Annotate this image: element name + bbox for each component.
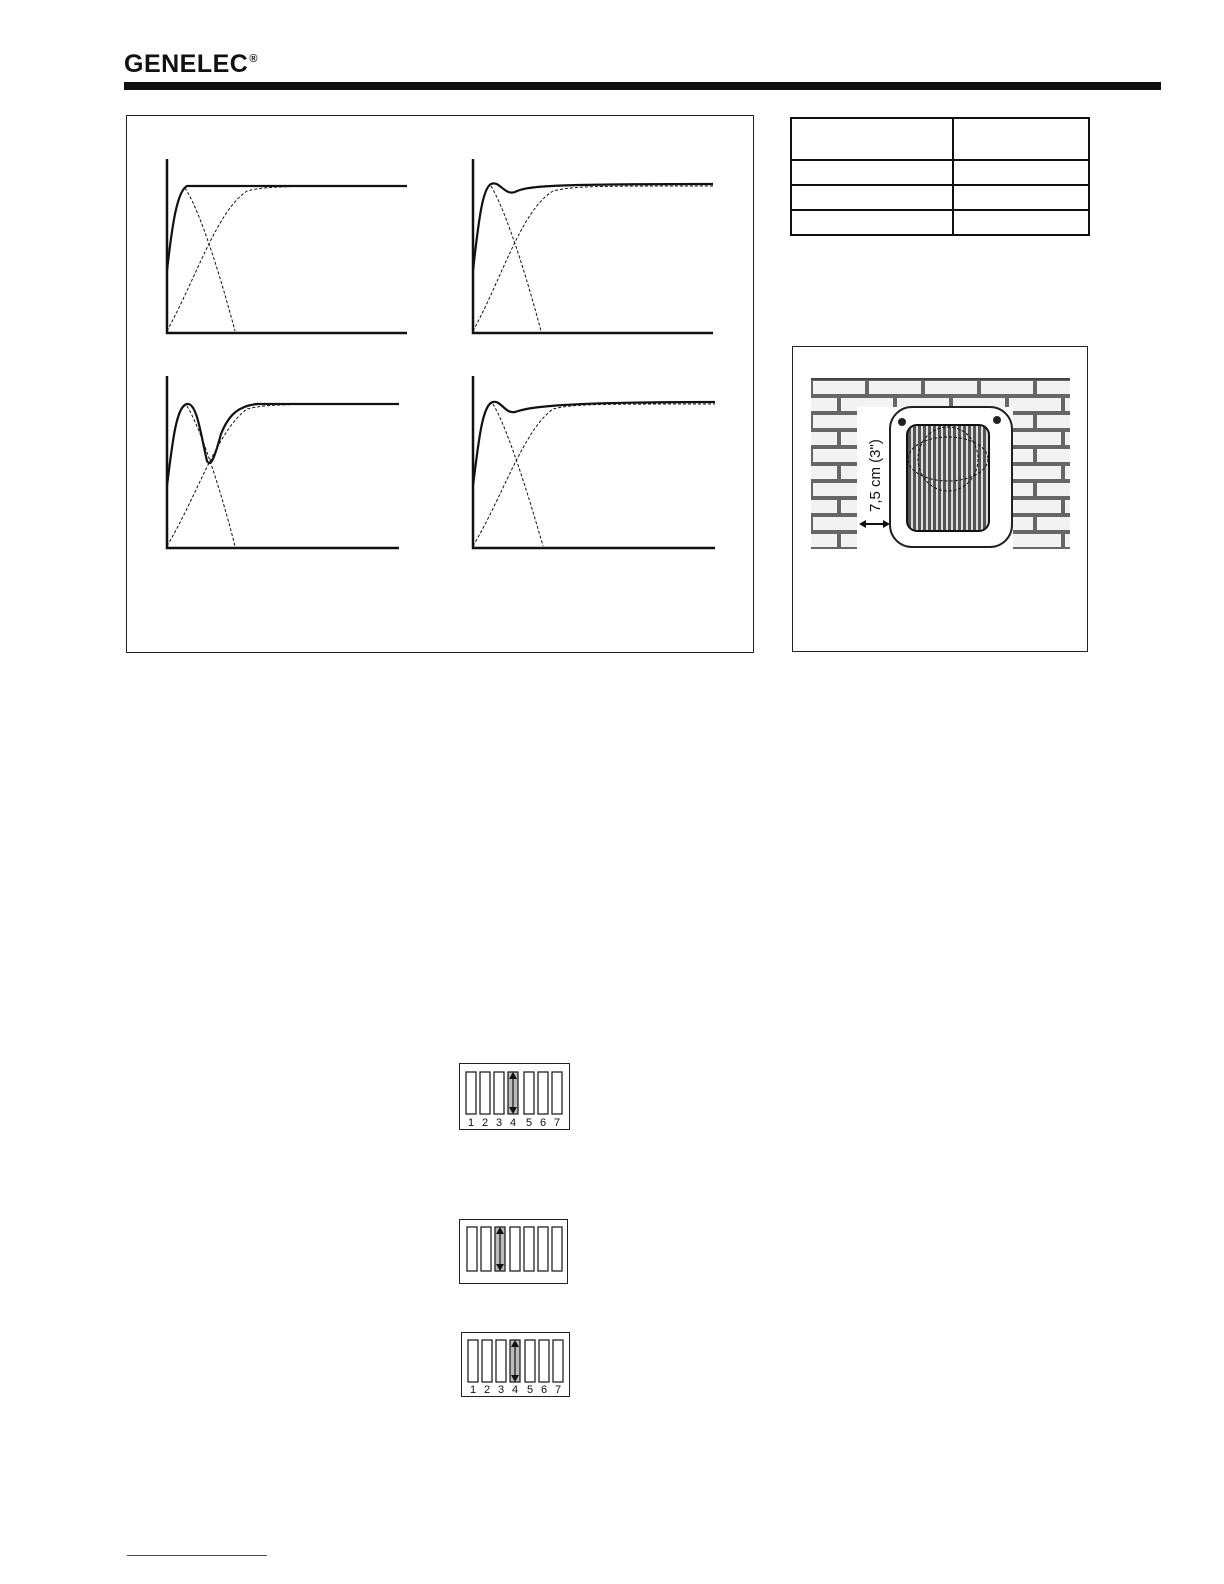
speaker-grille bbox=[907, 425, 989, 531]
panel-c bbox=[167, 376, 399, 548]
header-rule bbox=[124, 82, 1161, 90]
table-cell bbox=[791, 118, 953, 160]
svg-text:3: 3 bbox=[495, 1117, 503, 1129]
table-cell bbox=[791, 185, 953, 210]
table-cell bbox=[953, 118, 1089, 160]
svg-text:1: 1 bbox=[467, 1117, 475, 1129]
svg-text:6: 6 bbox=[540, 1384, 548, 1396]
distance-label: 7,5 cm (3") bbox=[867, 439, 884, 512]
spec-table bbox=[790, 117, 1090, 236]
svg-text:7: 7 bbox=[553, 1117, 561, 1129]
brand-logo: GENELEC® bbox=[124, 50, 258, 78]
panel-b bbox=[473, 159, 713, 333]
svg-text:2: 2 bbox=[481, 1117, 489, 1129]
svg-text:2: 2 bbox=[483, 1384, 491, 1396]
svg-text:7: 7 bbox=[554, 1384, 562, 1396]
table-cell bbox=[953, 210, 1089, 235]
panel-a bbox=[167, 159, 407, 333]
dip-switch-2 bbox=[459, 1219, 571, 1292]
crossover-figure bbox=[126, 115, 754, 653]
wall-illustration bbox=[793, 347, 1089, 653]
crossover-graphs bbox=[127, 116, 755, 654]
table-cell bbox=[791, 210, 953, 235]
footer-link-underline bbox=[127, 1555, 267, 1556]
svg-text:4: 4 bbox=[509, 1117, 517, 1129]
panel-d bbox=[473, 376, 715, 548]
table-cell bbox=[791, 160, 953, 185]
svg-text:6: 6 bbox=[539, 1117, 547, 1129]
dip-switch-1 bbox=[459, 1063, 571, 1136]
svg-text:4: 4 bbox=[511, 1384, 519, 1396]
wall-mount-figure bbox=[792, 346, 1088, 652]
svg-text:5: 5 bbox=[526, 1384, 534, 1396]
svg-text:3: 3 bbox=[497, 1384, 505, 1396]
dip-switch-3 bbox=[461, 1332, 573, 1405]
table-cell bbox=[953, 185, 1089, 210]
switch-slots bbox=[467, 1227, 562, 1271]
svg-text:5: 5 bbox=[525, 1117, 533, 1129]
svg-text:1: 1 bbox=[469, 1384, 477, 1396]
table-cell bbox=[953, 160, 1089, 185]
